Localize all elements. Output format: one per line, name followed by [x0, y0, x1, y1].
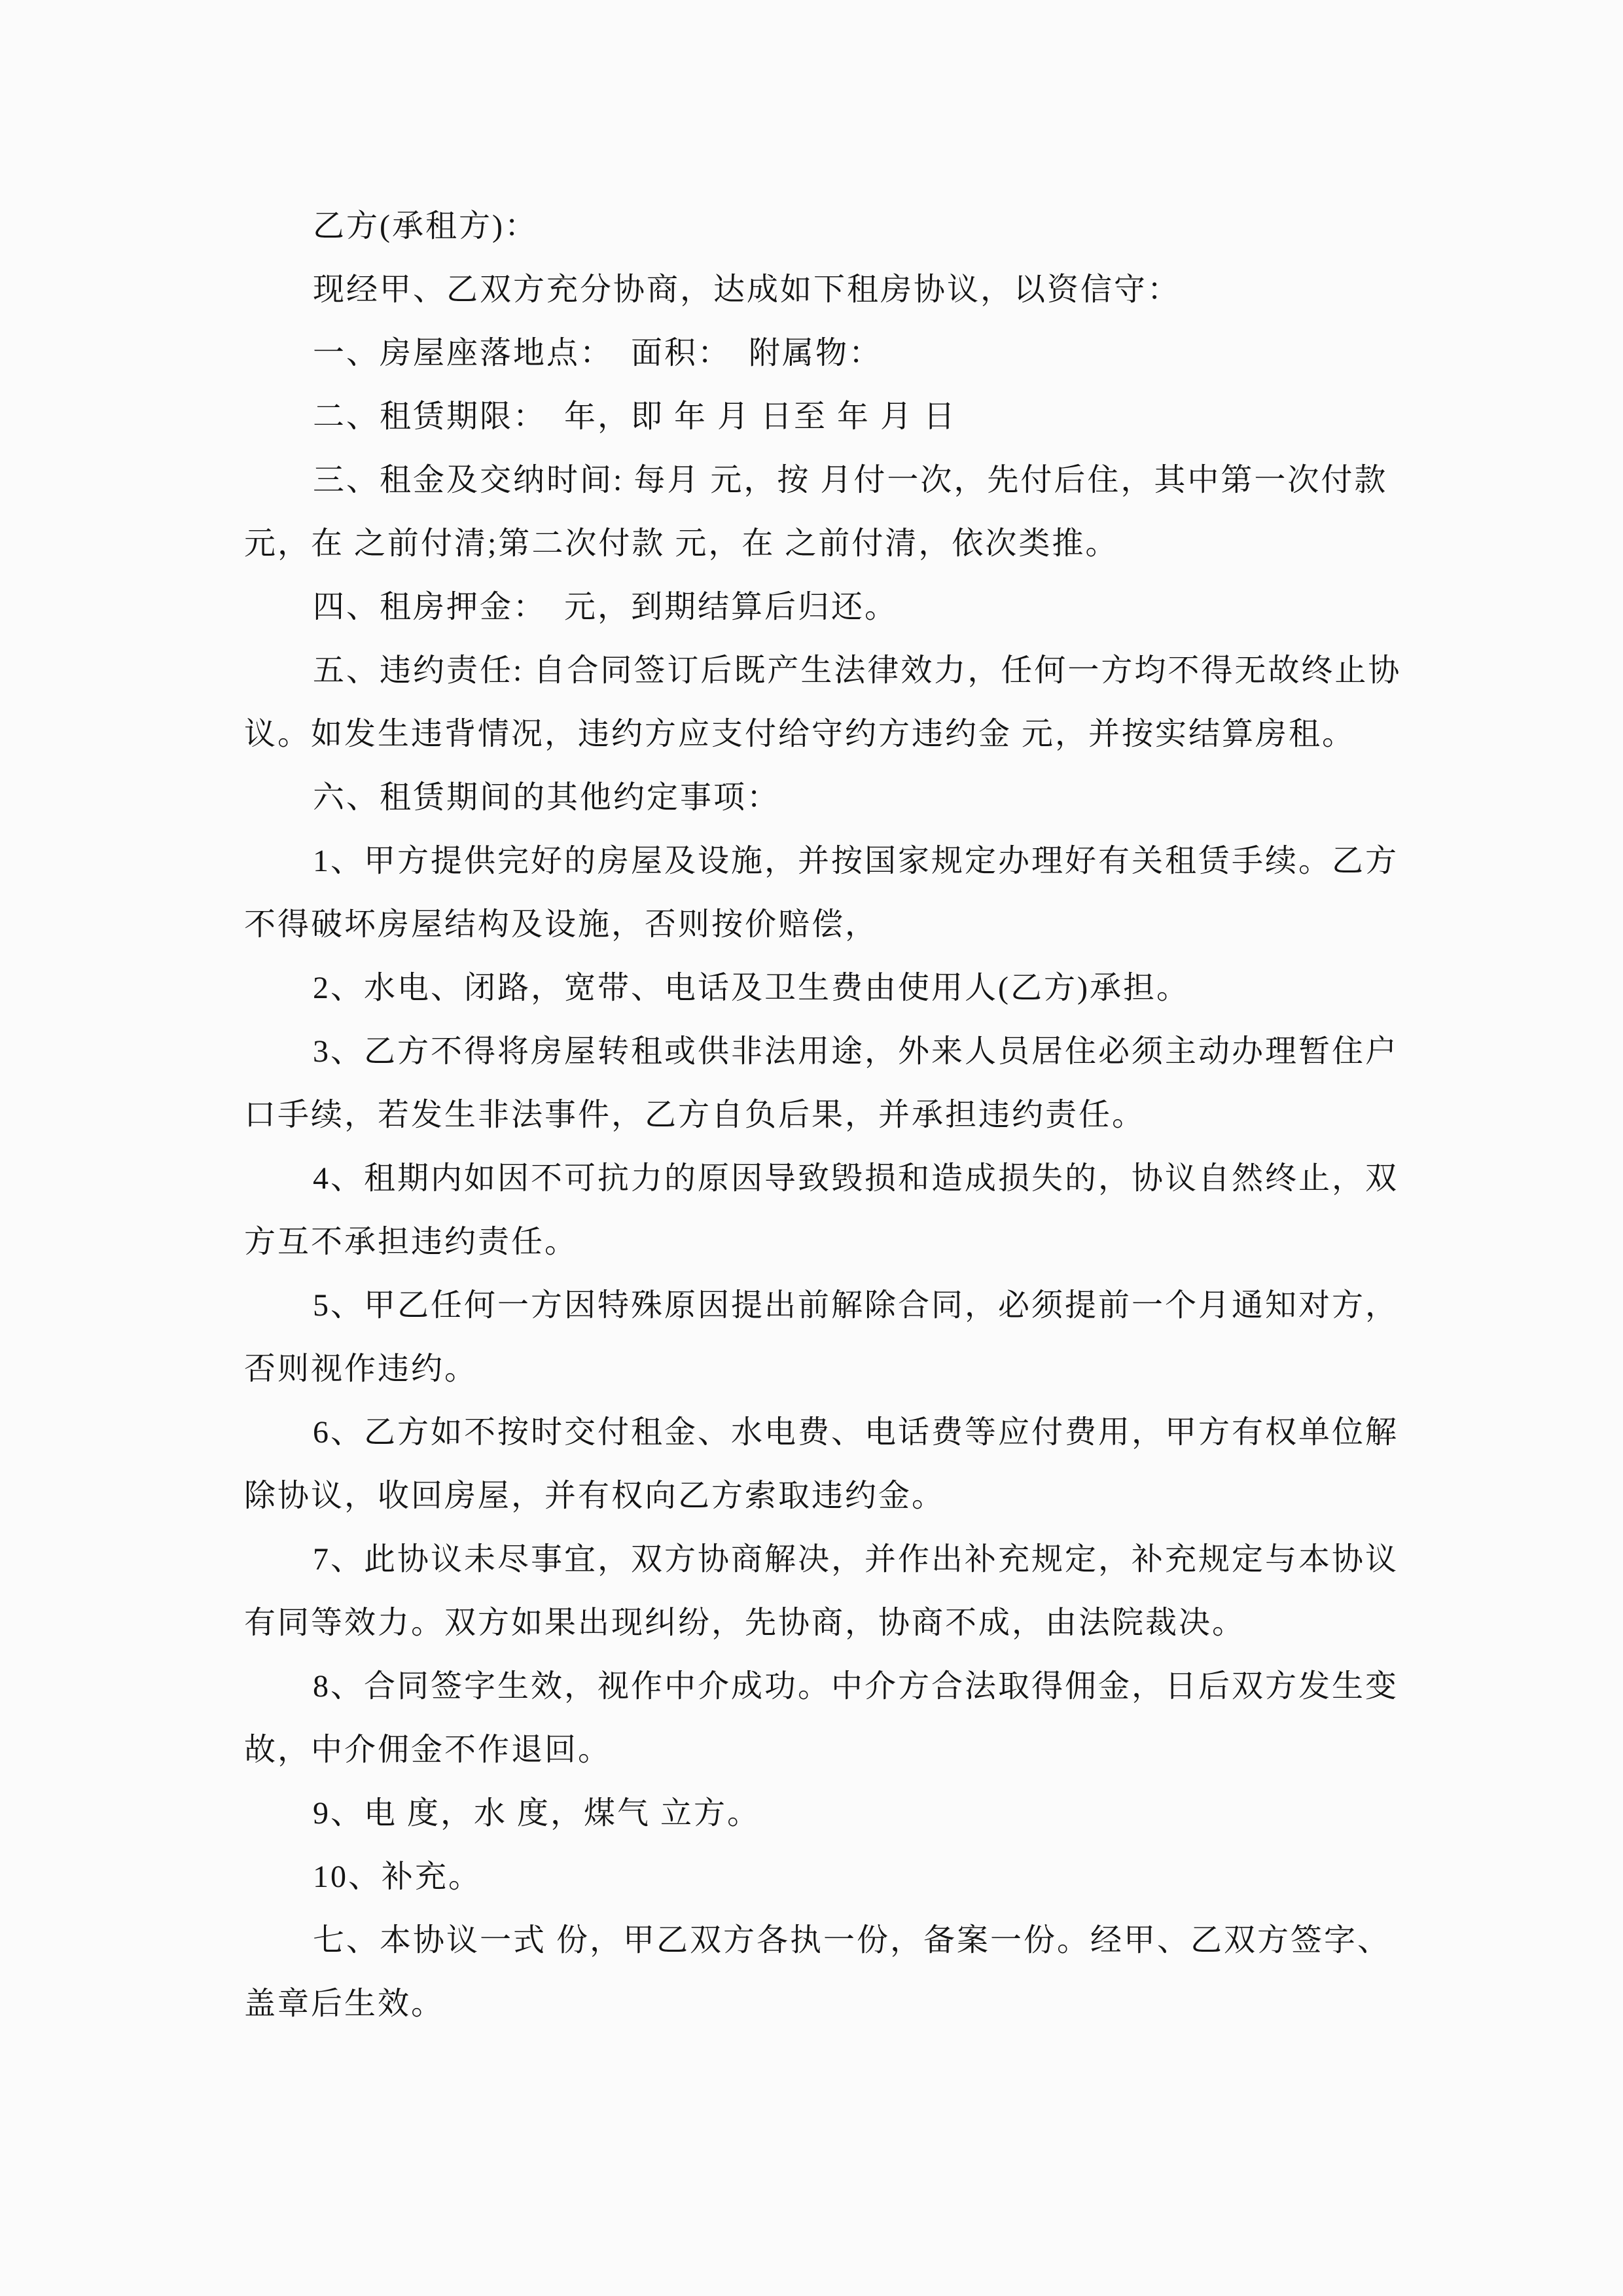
contract-line: 方互不承担违约责任。	[244, 1225, 579, 1259]
contract-line: 3、乙方不得将房屋转租或供非法用途，外来人员居住必须主动办理暂住户	[313, 1034, 1399, 1069]
contract-line: 9、电 度，水 度，煤气 立方。	[313, 1796, 761, 1831]
contract-line: 1、甲方提供完好的房屋及设施，并按国家规定办理好有关租赁手续。乙方	[313, 844, 1399, 878]
contract-line: 六、租赁期间的其他约定事项：	[313, 780, 781, 815]
contract-line: 8、合同签字生效，视作中介成功。中介方合法取得佣金，日后双方发生变	[313, 1669, 1399, 1704]
contract-line: 口手续，若发生非法事件，乙方自负后果，并承担违约责任。	[244, 1098, 1146, 1132]
contract-line: 4、租期内如因不可抗力的原因导致毁损和造成损失的，协议自然终止，双	[313, 1161, 1399, 1196]
contract-line: 除协议，收回房屋，并有权向乙方索取违约金。	[244, 1479, 946, 1513]
contract-line: 10、补充。	[313, 1859, 482, 1894]
contract-line: 二、租赁期限： 年，即 年 月 日至 年 月 日	[313, 399, 957, 434]
contract-line: 7、此协议未尽事宜，双方协商解决，并作出补充规定，补充规定与本协议	[313, 1542, 1399, 1577]
contract-line: 否则视作违约。	[244, 1352, 478, 1386]
contract-line: 乙方(承租方)：	[313, 209, 538, 243]
contract-line: 一、房屋座落地点： 面积： 附属物：	[313, 336, 883, 370]
contract-line: 七、本协议一式 份，甲乙双方各执一份，备案一份。经甲、乙双方签字、	[313, 1923, 1391, 1958]
contract-line: 现经甲、乙双方充分协商，达成如下租房协议，以资信守：	[313, 272, 1181, 307]
contract-line: 三、租金及交纳时间: 每月 元，按 月付一次，先付后住，其中第一次付款	[313, 463, 1388, 497]
contract-line: 议。如发生违背情况，违约方应支付给守约方违约金 元，并按实结算房租。	[244, 717, 1356, 751]
contract-line: 2、水电、闭路，宽带、电话及卫生费由使用人(乙方)承担。	[313, 971, 1190, 1005]
contract-line: 5、甲乙任何一方因特殊原因提出前解除合同，必须提前一个月通知对方，	[313, 1288, 1399, 1323]
contract-line: 不得破坏房屋结构及设施，否则按价赔偿，	[244, 907, 879, 942]
rental-agreement-body	[244, 194, 1416, 2036]
contract-line: 四、租房押金： 元，到期结算后归还。	[313, 590, 899, 624]
contract-line: 五、违约责任: 自合同签订后既产生法律效力，任何一方均不得无故终止协	[313, 653, 1402, 688]
contract-line: 6、乙方如不按时交付租金、水电费、电话费等应付费用，甲方有权单位解	[313, 1415, 1399, 1450]
contract-line: 元，在 之前付清;第二次付款 元，在 之前付清，依次类推。	[244, 526, 1119, 561]
contract-line: 故，中介佣金不作退回。	[244, 1732, 612, 1767]
contract-line: 盖章后生效。	[244, 1986, 445, 2021]
contract-line: 有同等效力。双方如果出现纠纷，先协商，协商不成，由法院裁决。	[244, 1605, 1246, 1640]
